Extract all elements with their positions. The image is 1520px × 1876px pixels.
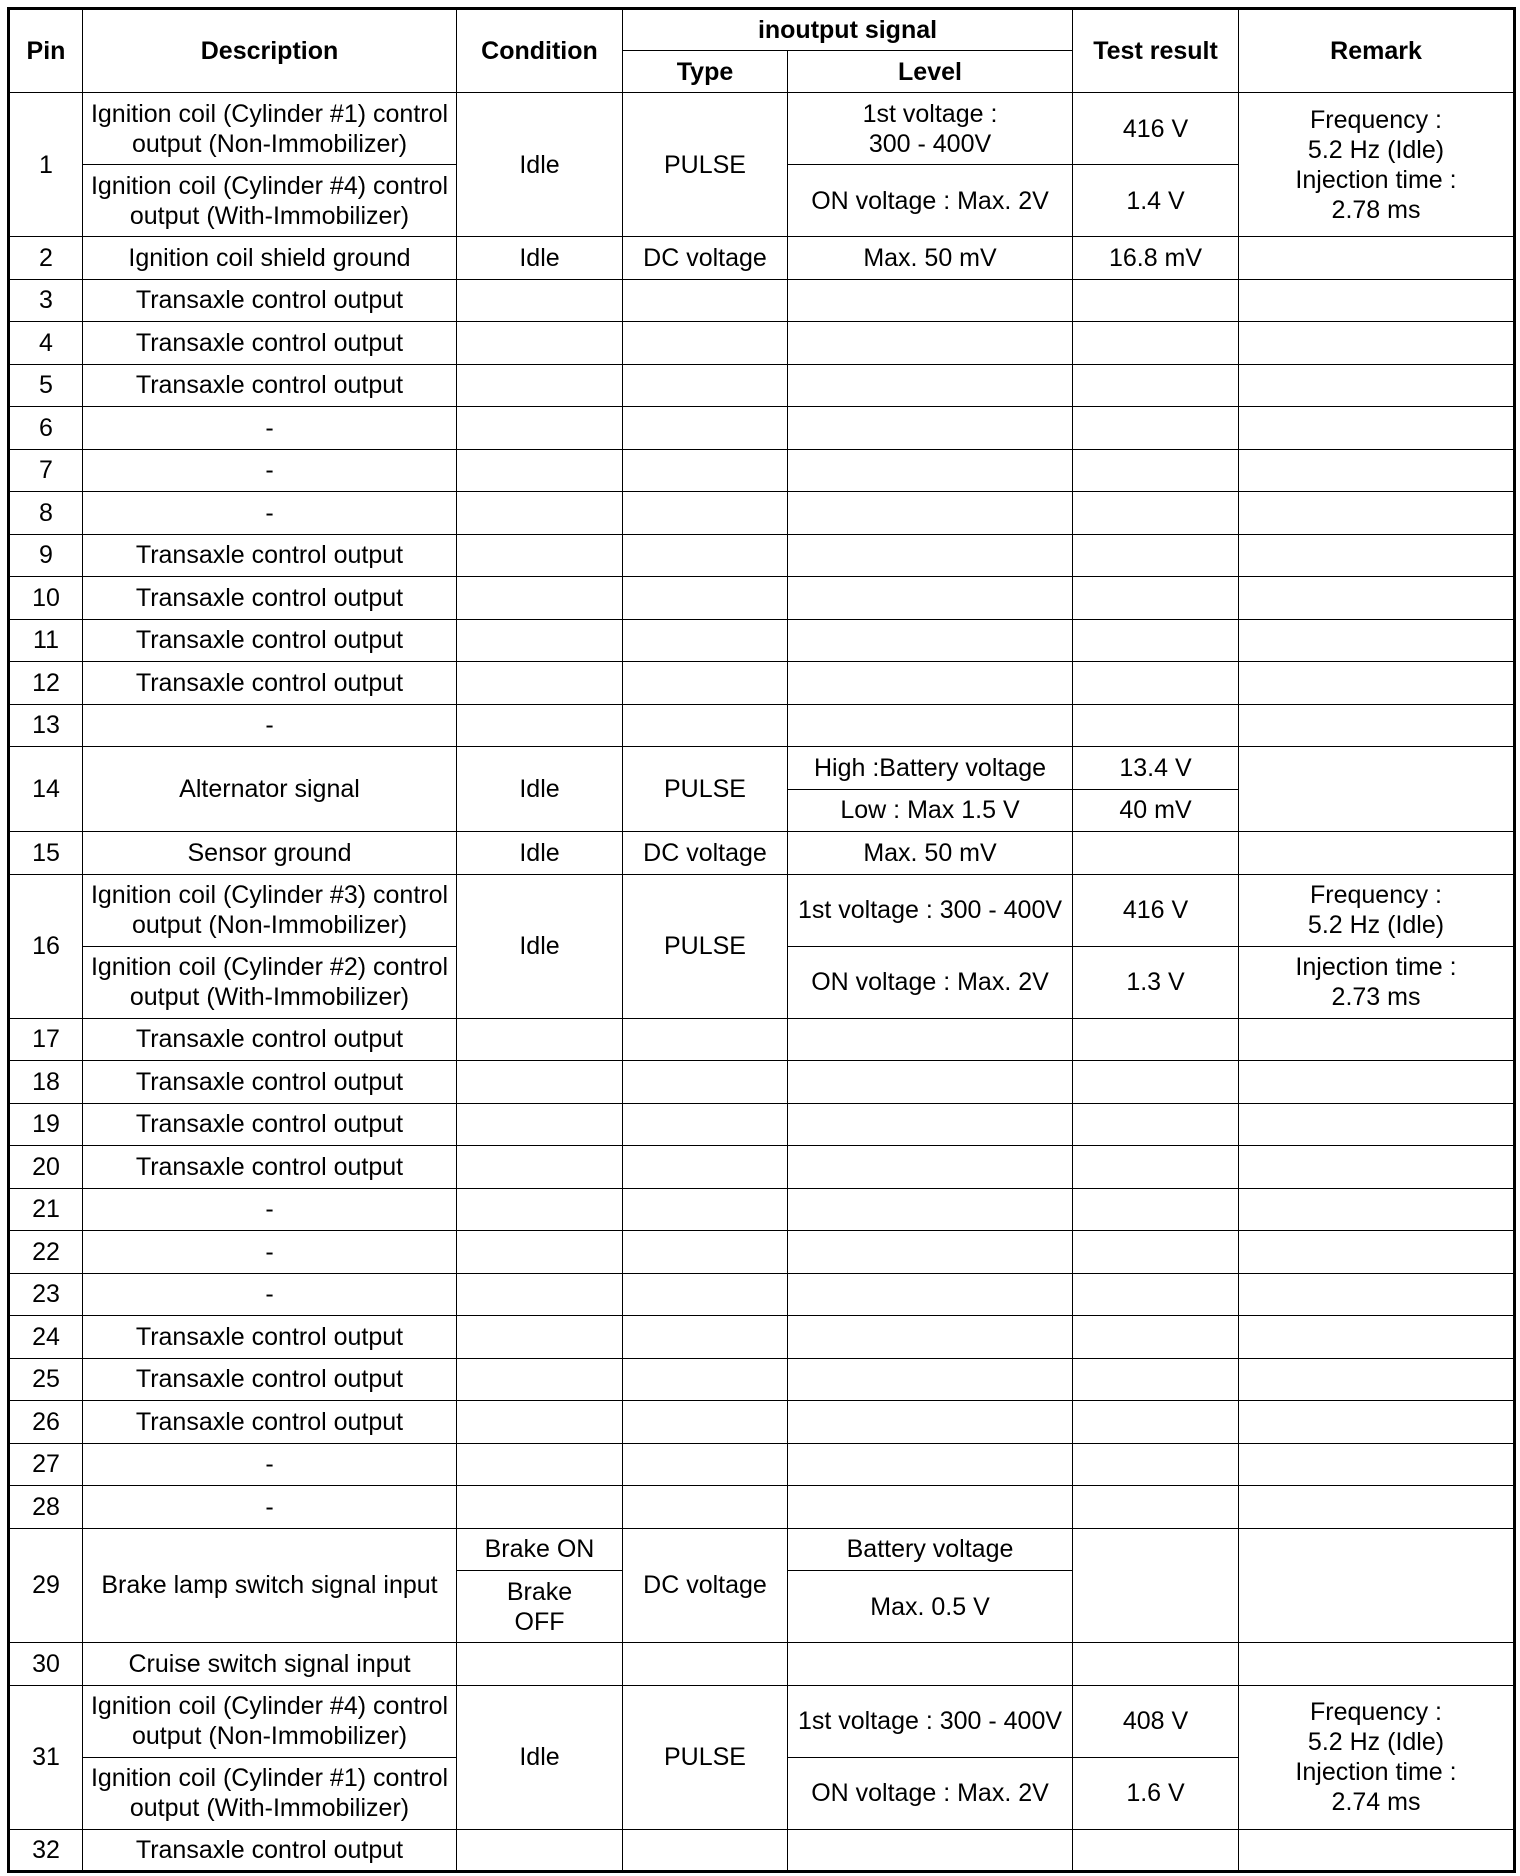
description-cell: Transaxle control output — [83, 1061, 457, 1104]
pin-number: 27 — [9, 1443, 83, 1486]
header-condition: Condition — [457, 9, 623, 93]
description-cell: - — [83, 449, 457, 492]
table-row — [9, 492, 1515, 535]
description-cell: - — [83, 492, 457, 535]
table-row — [9, 237, 1515, 280]
condition-cell: Idle — [457, 93, 623, 237]
table-row — [9, 1188, 1515, 1231]
level-cell: Max. 50 mV — [788, 237, 1073, 280]
table-row — [9, 1061, 1515, 1104]
description-cell: Ignition coil (Cylinder #4) control output (Non-Immobilizer) — [83, 1685, 457, 1757]
pin-number: 9 — [9, 534, 83, 577]
description-cell: - — [83, 1486, 457, 1529]
pin-number: 32 — [9, 1829, 83, 1872]
pin-number: 5 — [9, 364, 83, 407]
remark-cell — [1239, 747, 1515, 832]
description-cell: Transaxle control output — [83, 577, 457, 620]
table-row — [9, 1273, 1515, 1316]
description-cell: Ignition coil (Cylinder #1) control output (With-Immobilizer) — [83, 1757, 457, 1829]
description-cell: - — [83, 1188, 457, 1231]
table-row — [9, 619, 1515, 662]
pin-number: 14 — [9, 747, 83, 832]
description-cell: Alternator signal — [83, 747, 457, 832]
result-cell: 416 V — [1073, 93, 1239, 165]
remark-cell: Frequency : 5.2 Hz (Idle) — [1239, 874, 1515, 946]
header-signal: inoutput signal — [623, 9, 1073, 51]
table-row — [9, 1146, 1515, 1189]
result-cell: 1.6 V — [1073, 1757, 1239, 1829]
pin-number: 1 — [9, 93, 83, 237]
description-cell: - — [83, 1231, 457, 1274]
pin-number: 2 — [9, 237, 83, 280]
description-cell: Brake lamp switch signal input — [83, 1528, 457, 1643]
pin-number: 26 — [9, 1401, 83, 1444]
description-cell: - — [83, 704, 457, 747]
table-row — [9, 1316, 1515, 1359]
pin-table-sheet — [7, 7, 1513, 1870]
table-row — [9, 1685, 1515, 1757]
pin-number: 13 — [9, 704, 83, 747]
table-row — [9, 1018, 1515, 1061]
table-row — [9, 832, 1515, 875]
pin-number: 24 — [9, 1316, 83, 1359]
pin-number: 16 — [9, 874, 83, 1018]
remark-cell: Frequency : 5.2 Hz (Idle) Injection time : 2.74 ms — [1239, 1685, 1515, 1829]
level-cell: ON voltage : Max. 2V — [788, 165, 1073, 237]
result-cell — [1073, 1528, 1239, 1643]
type-cell: PULSE — [623, 747, 788, 832]
pin-number: 29 — [9, 1528, 83, 1643]
table-row — [9, 449, 1515, 492]
description-cell: Transaxle control output — [83, 1146, 457, 1189]
description-cell: - — [83, 1273, 457, 1316]
type-cell: PULSE — [623, 93, 788, 237]
pin-number: 10 — [9, 577, 83, 620]
table-row — [9, 577, 1515, 620]
pin-table — [7, 7, 1516, 1873]
condition-cell: Idle — [457, 1685, 623, 1829]
pin-number: 7 — [9, 449, 83, 492]
result-cell: 13.4 V — [1073, 747, 1239, 790]
description-cell: Transaxle control output — [83, 1316, 457, 1359]
header-type: Type — [623, 51, 788, 93]
table-row — [9, 1103, 1515, 1146]
remark-cell: Frequency : 5.2 Hz (Idle) Injection time : 2.78 ms — [1239, 93, 1515, 237]
result-cell — [1073, 832, 1239, 875]
table-row — [9, 704, 1515, 747]
level-cell: Battery voltage — [788, 1528, 1073, 1571]
description-cell: Transaxle control output — [83, 619, 457, 662]
type-cell: PULSE — [623, 874, 788, 1018]
type-cell: DC voltage — [623, 237, 788, 280]
level-cell: Low : Max 1.5 V — [788, 789, 1073, 832]
table-row — [9, 279, 1515, 322]
result-cell: 408 V — [1073, 1685, 1239, 1757]
level-cell: Max. 50 mV — [788, 832, 1073, 875]
result-cell: 16.8 mV — [1073, 237, 1239, 280]
table-row — [9, 662, 1515, 705]
description-cell: Ignition coil (Cylinder #3) control output (Non-Immobilizer) — [83, 874, 457, 946]
level-cell: High :Battery voltage — [788, 747, 1073, 790]
header-remark: Remark — [1239, 9, 1515, 93]
pin-number: 28 — [9, 1486, 83, 1529]
header-level: Level — [788, 51, 1073, 93]
level-cell: Max. 0.5 V — [788, 1571, 1073, 1643]
pin-number: 30 — [9, 1643, 83, 1686]
table-row — [9, 1643, 1515, 1686]
level-cell: 1st voltage : 300 - 400V — [788, 93, 1073, 165]
result-cell: 1.4 V — [1073, 165, 1239, 237]
description-cell: Transaxle control output — [83, 1829, 457, 1872]
type-cell: DC voltage — [623, 832, 788, 875]
condition-cell: Brake ON — [457, 1528, 623, 1571]
table-row — [9, 322, 1515, 365]
table-row — [9, 747, 1515, 790]
pin-number: 23 — [9, 1273, 83, 1316]
description-cell: Ignition coil shield ground — [83, 237, 457, 280]
pin-number: 22 — [9, 1231, 83, 1274]
level-cell: 1st voltage : 300 - 400V — [788, 874, 1073, 946]
remark-cell — [1239, 832, 1515, 875]
pin-number: 8 — [9, 492, 83, 535]
pin-number: 4 — [9, 322, 83, 365]
table-row — [9, 407, 1515, 450]
description-cell: - — [83, 407, 457, 450]
remark-cell — [1239, 237, 1515, 280]
result-cell: 1.3 V — [1073, 946, 1239, 1018]
pin-number: 6 — [9, 407, 83, 450]
pin-number: 11 — [9, 619, 83, 662]
condition-cell: Idle — [457, 832, 623, 875]
table-row — [9, 534, 1515, 577]
table-row — [9, 1528, 1515, 1571]
description-cell: Transaxle control output — [83, 534, 457, 577]
table-row — [9, 1486, 1515, 1529]
condition-cell: Idle — [457, 747, 623, 832]
description-cell: Ignition coil (Cylinder #2) control output (With-Immobilizer) — [83, 946, 457, 1018]
pin-number: 12 — [9, 662, 83, 705]
description-cell: Transaxle control output — [83, 1358, 457, 1401]
table-row — [9, 1443, 1515, 1486]
description-cell: Sensor ground — [83, 832, 457, 875]
pin-number: 15 — [9, 832, 83, 875]
type-cell: DC voltage — [623, 1528, 788, 1643]
level-cell: ON voltage : Max. 2V — [788, 1757, 1073, 1829]
description-cell: Ignition coil (Cylinder #1) control output (Non-Immobilizer) — [83, 93, 457, 165]
table-row — [9, 364, 1515, 407]
header-pin: Pin — [9, 9, 83, 93]
table-row — [9, 1358, 1515, 1401]
pin-number: 18 — [9, 1061, 83, 1104]
description-cell: Transaxle control output — [83, 364, 457, 407]
table-row — [9, 874, 1515, 946]
remark-cell: Injection time : 2.73 ms — [1239, 946, 1515, 1018]
table-row — [9, 93, 1515, 165]
table-row — [9, 1829, 1515, 1872]
description-cell: Transaxle control output — [83, 322, 457, 365]
header-test-result: Test result — [1073, 9, 1239, 93]
condition-cell: Idle — [457, 237, 623, 280]
pin-number: 17 — [9, 1018, 83, 1061]
condition-cell: Brake OFF — [457, 1571, 623, 1643]
pin-number: 25 — [9, 1358, 83, 1401]
description-cell: Transaxle control output — [83, 279, 457, 322]
description-cell: Transaxle control output — [83, 1401, 457, 1444]
description-cell: Transaxle control output — [83, 1103, 457, 1146]
condition-cell: Idle — [457, 874, 623, 1018]
header-description: Description — [83, 9, 457, 93]
level-cell: ON voltage : Max. 2V — [788, 946, 1073, 1018]
pin-number: 3 — [9, 279, 83, 322]
pin-number: 19 — [9, 1103, 83, 1146]
level-cell: 1st voltage : 300 - 400V — [788, 1685, 1073, 1757]
pin-number: 31 — [9, 1685, 83, 1829]
type-cell: PULSE — [623, 1685, 788, 1829]
description-cell: Transaxle control output — [83, 662, 457, 705]
table-row — [9, 1231, 1515, 1274]
result-cell: 416 V — [1073, 874, 1239, 946]
result-cell: 40 mV — [1073, 789, 1239, 832]
description-cell: - — [83, 1443, 457, 1486]
remark-cell — [1239, 1528, 1515, 1643]
description-cell: Ignition coil (Cylinder #4) control output (With-Immobilizer) — [83, 165, 457, 237]
pin-number: 20 — [9, 1146, 83, 1189]
description-cell: Cruise switch signal input — [83, 1643, 457, 1686]
table-row — [9, 1401, 1515, 1444]
pin-number: 21 — [9, 1188, 83, 1231]
description-cell: Transaxle control output — [83, 1018, 457, 1061]
